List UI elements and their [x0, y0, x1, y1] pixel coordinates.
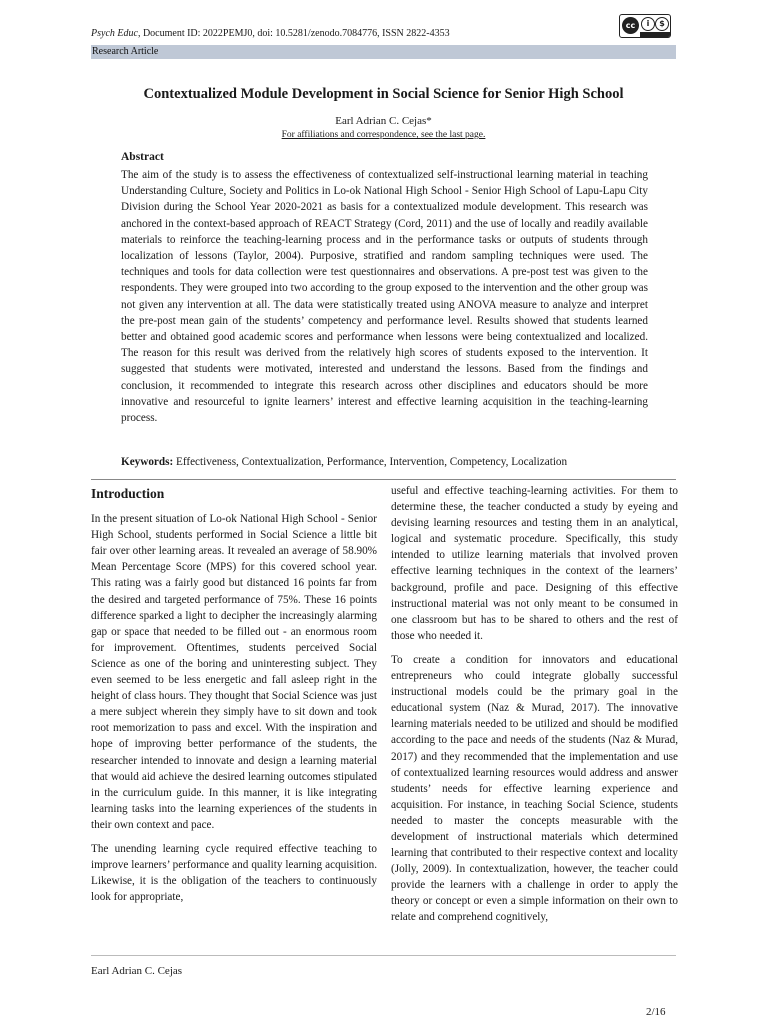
noncommercial-icon: $ — [655, 17, 669, 31]
footer-author: Earl Adrian C. Cejas — [91, 965, 183, 977]
abstract-text: The aim of the study is to assess the effectiveness of contextualized self-instructional learning material in teaching Understanding Culture, Society and Politics in Lo-ok National High School - Senior High School of Lapu-Lapu City Division during the School Year 2020-2021 as basis for a contextualized module development. This research was anchored in the context-based approach of REACT Strategy (Cord, 2011) and the use of locally and readily available materials to reinforce the teaching-learning process and in the performance tasks or outputs of students through localization of lessons (Taylor, 2004). Purposive, stratified and random sampling techniques were used. The techniques and tools for data collection were test questionnaires and observations. A pre-post test was given to the respondents. They were grouped into two according to the group exposed to the intervention and the other group was not given any intervention at all. The data were statistically treated using ANOVA measure to analyze and interpret the pre-post mean gain of the students’ competency and performance level. Results showed that students learned better and obtained good academic scores and performance when lessons were being contextualized and localized. The reason for this result was derived from the relatively high scores of students exposed to the intervention. It suggested that students were motivated, interested and understand the lessons. Based from the findings and conclusion, it recommended to integrate this research across other disciplines and educators should be more innovative and resourceful to ignite learners’ interest and effective learning acquisition in the teaching-learning process. — [121, 169, 648, 425]
keywords — [121, 456, 648, 468]
affiliation-link[interactable]: For affiliations and correspondence, see the last page. — [281, 130, 486, 140]
author-name: Earl Adrian C. Cejas* — [335, 115, 432, 127]
journal-name: Psych Educ — [91, 28, 138, 39]
cc-icon: cc — [622, 17, 639, 34]
document-info: , Document ID: 2022PEMJ0, doi: 10.5281/zenodo.7084776, ISSN 2822-4353 — [137, 28, 450, 39]
keywords-list: Effectiveness, Contextualization, Performance, Intervention, Competency, Localization — [176, 456, 568, 468]
attribution-icon: i — [641, 17, 655, 31]
running-header — [91, 28, 450, 39]
creative-commons-license-icon[interactable] — [619, 14, 671, 38]
article-type: Research Article — [92, 46, 159, 57]
section-divider — [91, 479, 676, 480]
page-number: 2/16 — [646, 1006, 666, 1018]
abstract-heading: Abstract — [121, 151, 164, 163]
paragraph: To create a condition for innovators and educational entrepreneurs who could integrate globally successful instructional models could be the primary goal in the educational system (Naz & Murad, 2017). The innovative learning materials needed to be utilized and should be modified according to the pace and needs of the students (Naz & Murad, 2017) and they recommended that the implementation and use of contextualized learning resources would address and answer students’ needs for effective learning experience and acquisition. For instance, in teaching Social Science, students needed to master the concepts measurable with the development of instructional materials which determined learning that contributed to their respective context and locality (Jolly, 2009). In contextualization, however, the teacher could provide the learners with a challenge in order to apply the theory or concept or even a simple information on their own to relate and comprehend cognitively, — [391, 653, 678, 924]
paragraph: The unending learning cycle required effective teaching to improve learners’ performance and quality learning acquisition. Likewise, it is the obligation of the teachers to continuously look for appropriate, — [91, 842, 377, 904]
right-column — [391, 483, 678, 934]
paper-title: Contextualized Module Development in Social Science for Senior High School — [143, 86, 624, 102]
article-type-bar — [91, 45, 676, 59]
introduction-heading: Introduction — [91, 486, 165, 501]
license-strip — [640, 32, 670, 37]
keywords-label: Keywords: — [121, 456, 174, 468]
paragraph: In the present situation of Lo-ok National High School - Senior High School, students performed in Social Science a little bit fair over other learning areas. It revealed an average of 58.90% Mean Percentage Score (MPS) for this covered school year. This rating was a fairly good but distanced 16 points far from the desired and targeted performance of 75%. These 16 points difference sparked a light to decipher the increasingly alarming gap or space that needed to be filled out - an enormous room for improvement. Oftentimes, students perceived Social Science as one of the boring and uninteresting subject. They even seemed to be less energetic and fall asleep right in the height of class hours. They thought that Social Science was just a mere subject wherein they simply have to sit down and took root memorization to pass and excel. With the inspiration and hope of improving better performance of the students, the researcher intended to innovate and design a learning material that would aid achieve the desired learning outcomes stipulated in the curriculum guide. In this manner, it is like integrating learning tasks into the learning experiences of the students in their own context and pace. — [91, 513, 377, 831]
paragraph: useful and effective teaching-learning activities. For them to determine these, the teacher conducted a study by eyeing and devising learning resources and testing them in an analytical, logical and systematic procedure. Specifically, this study intended to utilize learning materials that involved proven effective learning techniques in the context of the learners’ background, profile and pace. Designing of this effective instructional material was not only meant to be consumed in one classroom but has to be shared to others and the rest of those who needed it. — [391, 485, 678, 642]
left-column — [91, 483, 377, 913]
footer-divider — [91, 955, 676, 956]
